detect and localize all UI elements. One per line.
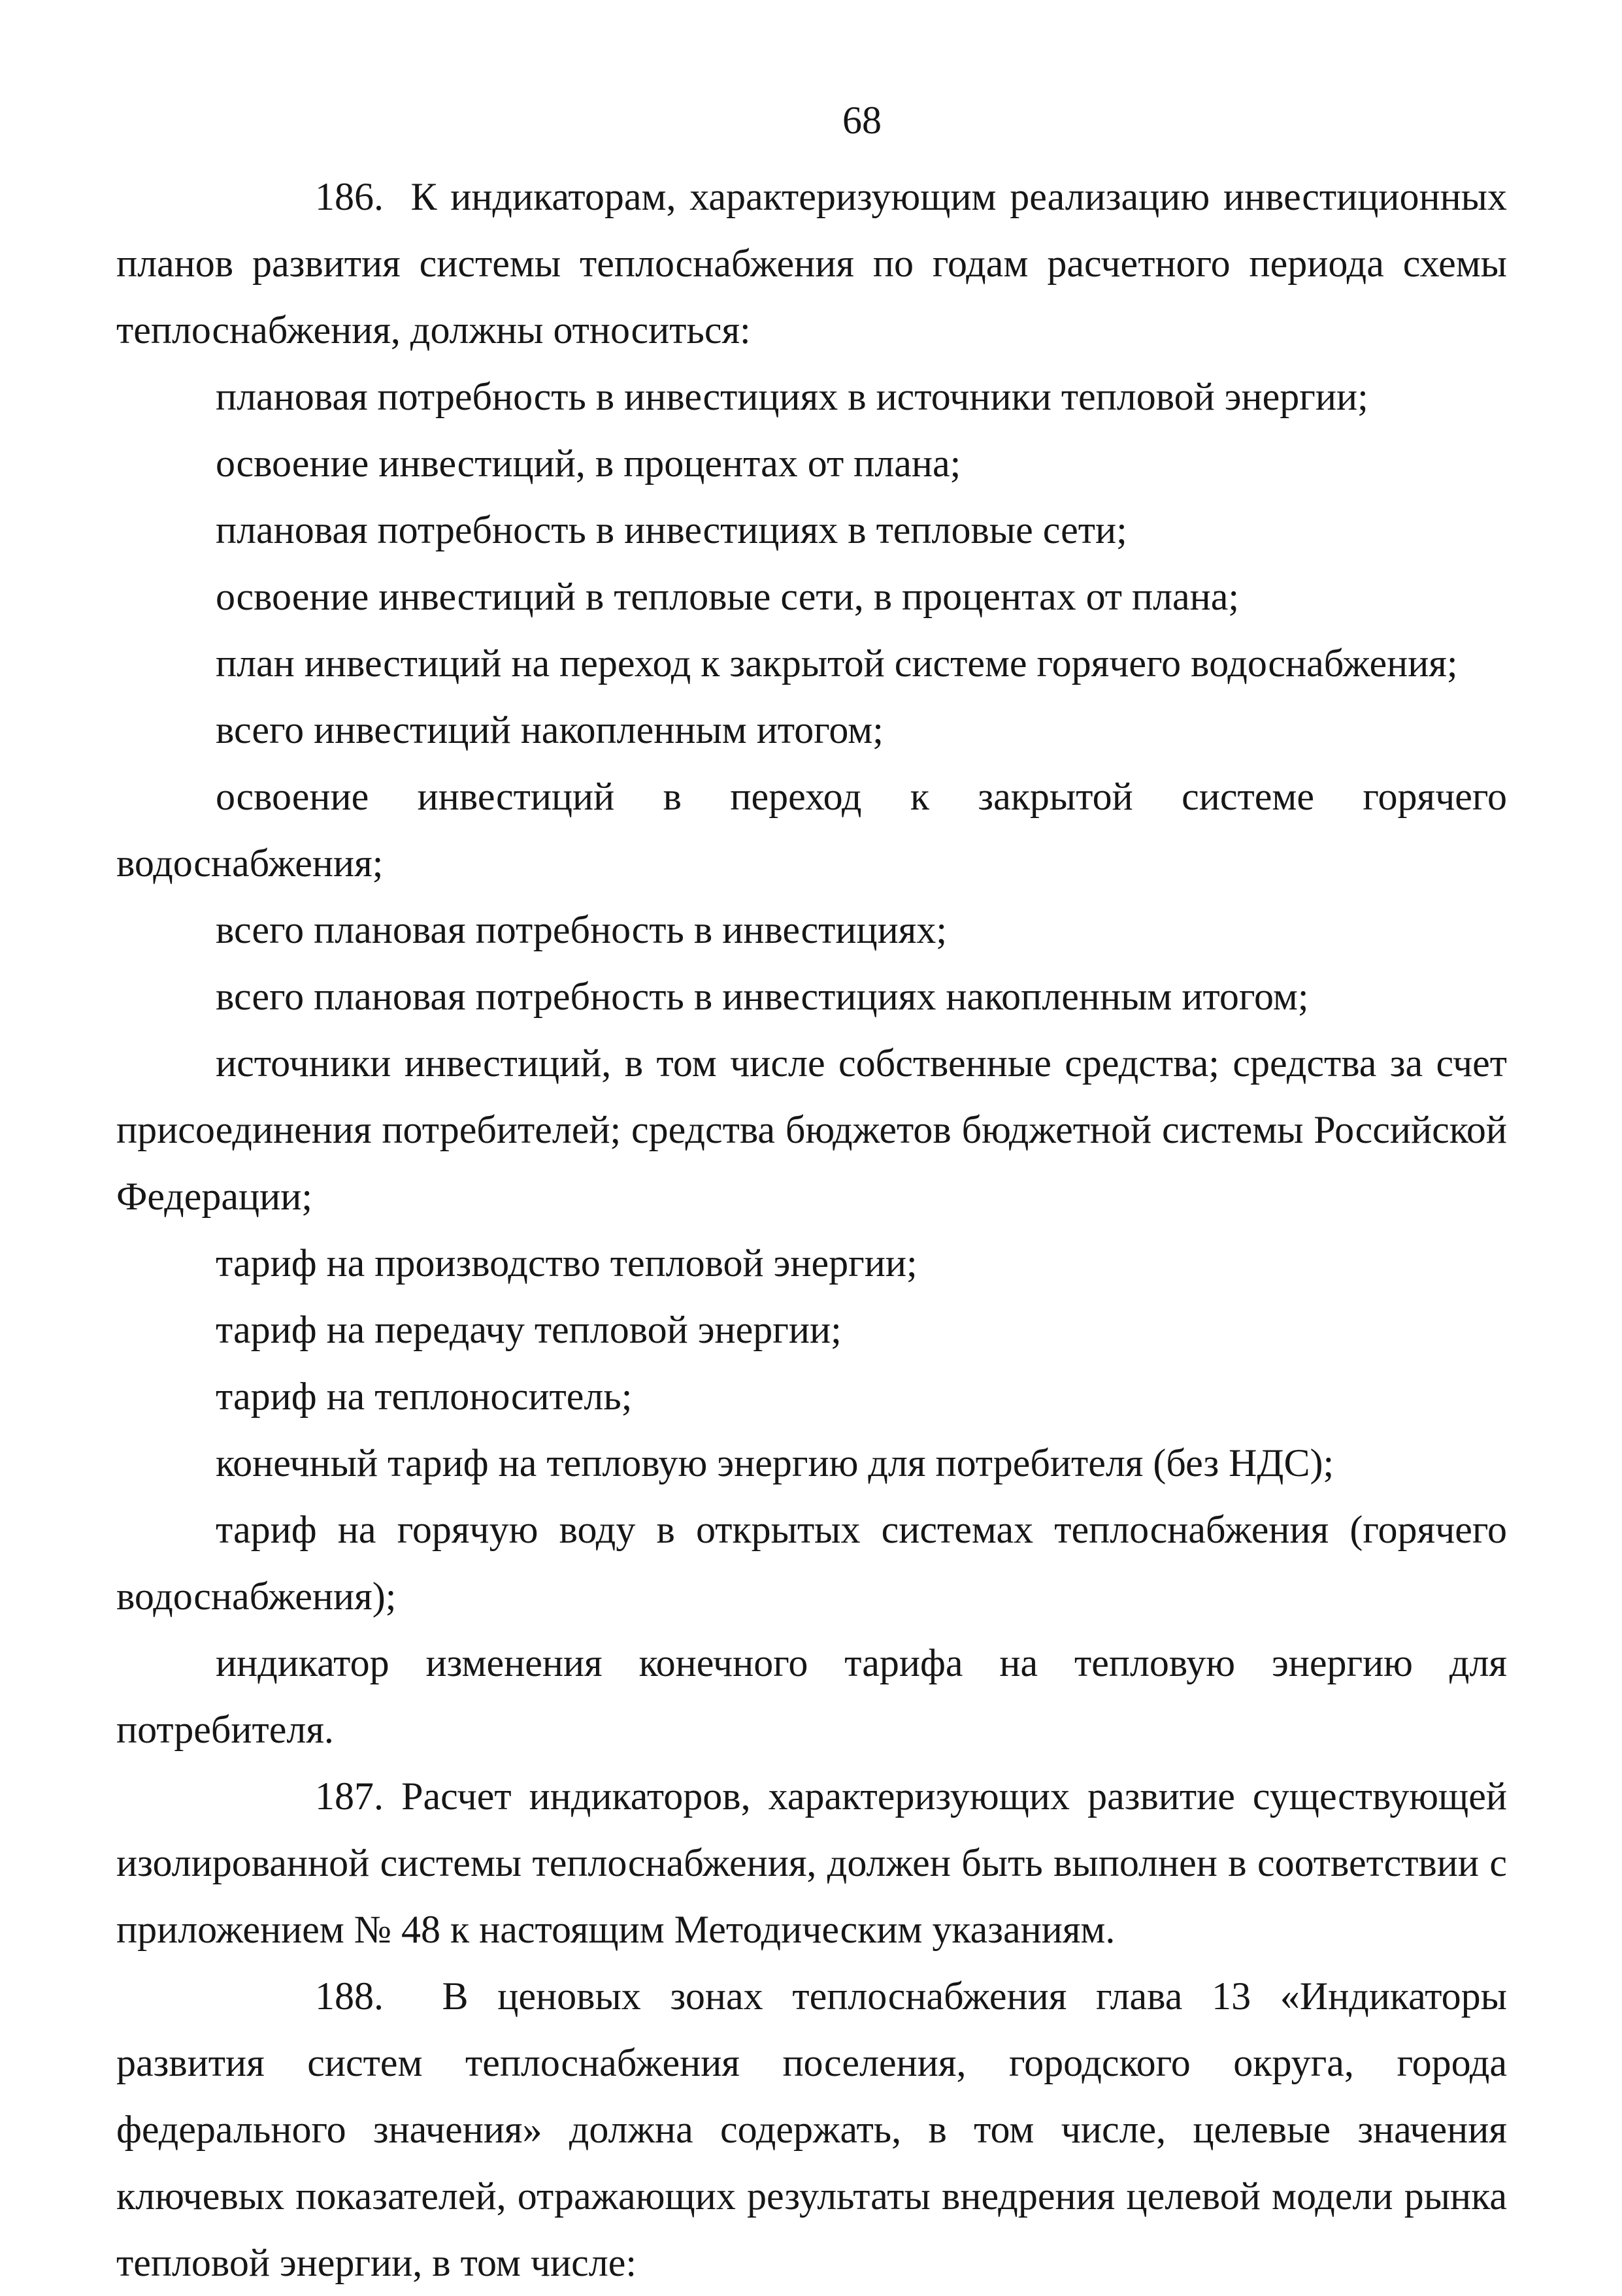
list-item: индикатор изменения конечного тарифа на тепловую энергию для потребителя. <box>116 1641 1507 1751</box>
list-item: тариф на производство тепловой энергии; <box>216 1241 918 1285</box>
paragraph-188 <box>116 1963 1507 2296</box>
paragraph-186 <box>116 163 1507 363</box>
list-item: тариф на передачу тепловой энергии; <box>216 1308 842 1351</box>
list-item: плановая потребность в инвестициях в тепловые сети; <box>216 508 1127 551</box>
paragraph-text: К индикаторам, характеризующим реализацию инвестиционных планов развития системы теплоснабжения по годам расчетного периода схемы теплоснабжения, должны относиться: <box>116 175 1507 352</box>
list-item: всего инвестиций накопленным итогом; <box>216 708 884 751</box>
document-body <box>116 163 1507 2296</box>
paragraph-number: 186. <box>315 175 384 218</box>
list-item: всего плановая потребность в инвестициях; <box>216 908 947 951</box>
list-item: освоение инвестиций в тепловые сети, в процентах от плана; <box>216 575 1240 618</box>
list-item: конечный тариф на тепловую энергию для потребителя (без НДС); <box>216 1441 1334 1484</box>
paragraph-number: 187. <box>315 1775 384 1818</box>
paragraph-187 <box>116 1763 1507 1963</box>
list-item: освоение инвестиций в переход к закрытой системе горячего водоснабжения; <box>116 775 1507 885</box>
list-item: тариф на теплоноситель; <box>216 1375 633 1418</box>
list-item: план инвестиций на переход к закрытой системе горячего водоснабжения; <box>216 642 1458 685</box>
page-number: 68 <box>842 99 882 142</box>
list-item: всего плановая потребность в инвестициях накопленным итогом; <box>216 975 1309 1018</box>
list-item: освоение инвестиций, в процентах от плана; <box>216 442 961 485</box>
list-item: источники инвестиций, в том числе собственные средства; средства за счет присоединения потребителей; средства бюджетов бюджетной системы Российской Федерации; <box>116 1041 1507 1218</box>
list-item: тариф на горячую воду в открытых системах теплоснабжения (горячего водоснабжения); <box>116 1508 1507 1618</box>
paragraph-text: Расчет индикаторов, характеризующих развитие существующей изолированной системы теплоснабжения, должен быть выполнен в соответствии с приложением № 48 к настоящим Методическим указаниям. <box>116 1775 1507 1951</box>
paragraph-number: 188. <box>315 1975 384 2018</box>
paragraph-text: В ценовых зонах теплоснабжения глава 13 «Индикаторы развития систем теплоснабжения поселения, городского округа, города федерального значения» должна содержать, в том числе, целевые значения ключевых показателей, отражающих результаты внедрения целевой модели рынка тепловой энергии, в том числе: <box>116 1975 1507 2284</box>
list-item: плановая потребность в инвестициях в источники тепловой энергии; <box>216 375 1368 418</box>
